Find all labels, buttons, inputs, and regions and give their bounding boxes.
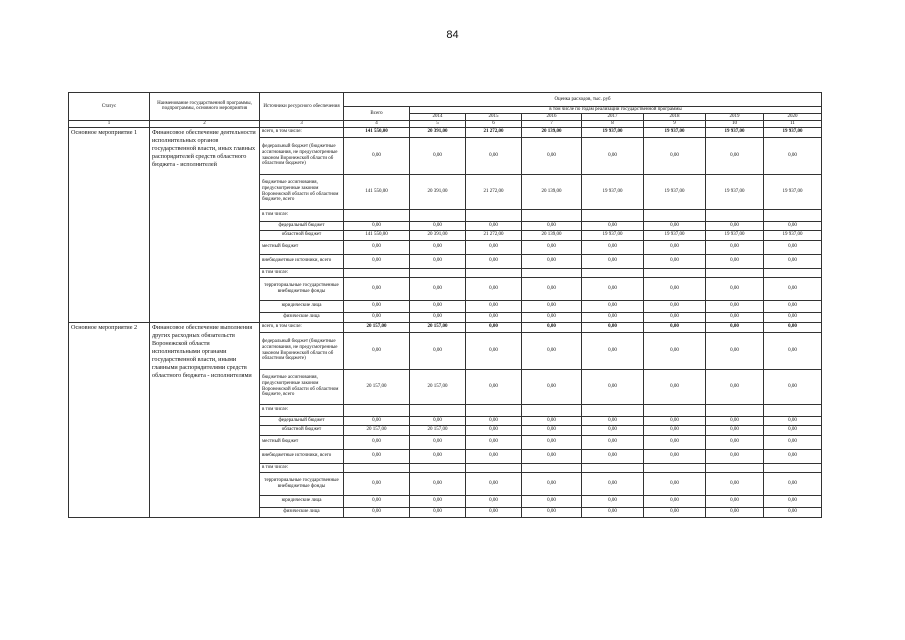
amount-total: 141 550,00	[344, 230, 410, 240]
amount-year: 0,00	[582, 495, 644, 507]
header-source: Источники ресурсного обеспечения	[260, 93, 344, 121]
amount-year: 19 937,00	[582, 127, 644, 137]
amount-year: 19 937,00	[706, 174, 764, 209]
header-year: 2018	[644, 113, 706, 120]
amount-year: 0,00	[764, 332, 822, 369]
amount-year: 0,00	[466, 449, 522, 463]
funding-source: федеральный бюджет	[260, 221, 344, 230]
amount-year: 20 139,00	[522, 127, 582, 137]
amount-year: 0,00	[466, 240, 522, 254]
amount-year: 21 272,00	[466, 127, 522, 137]
amount-year: 0,00	[410, 332, 466, 369]
amount-total: 20 157,00	[344, 369, 410, 404]
amount-year	[706, 404, 764, 416]
amount-year	[466, 209, 522, 221]
amount-year: 0,00	[764, 137, 822, 174]
amount-total: 0,00	[344, 449, 410, 463]
amount-year	[410, 209, 466, 221]
amount-year: 20 391,00	[410, 127, 466, 137]
amount-year: 0,00	[764, 322, 822, 332]
column-number: 7	[522, 120, 582, 127]
amount-year: 0,00	[410, 240, 466, 254]
measure-status: Основное мероприятие 1	[69, 127, 150, 322]
amount-year: 0,00	[706, 435, 764, 449]
amount-year: 0,00	[466, 507, 522, 517]
amount-year: 0,00	[764, 369, 822, 404]
amount-year	[582, 463, 644, 472]
amount-year	[764, 209, 822, 221]
amount-year: 0,00	[582, 332, 644, 369]
amount-year: 0,00	[410, 277, 466, 300]
amount-year: 0,00	[522, 425, 582, 435]
amount-year: 0,00	[644, 369, 706, 404]
amount-year: 0,00	[582, 507, 644, 517]
amount-year: 0,00	[522, 416, 582, 425]
amount-year: 0,00	[764, 472, 822, 495]
amount-year: 0,00	[466, 277, 522, 300]
amount-total	[344, 209, 410, 221]
funding-source: местный бюджет	[260, 435, 344, 449]
funding-source: территориальные государственные внебюджетные фонды	[260, 277, 344, 300]
amount-total: 0,00	[344, 507, 410, 517]
amount-year: 0,00	[466, 322, 522, 332]
amount-year: 0,00	[706, 254, 764, 268]
amount-year	[644, 209, 706, 221]
amount-year: 0,00	[764, 449, 822, 463]
amount-year: 0,00	[582, 300, 644, 312]
amount-total: 0,00	[344, 472, 410, 495]
measure-status: Основное мероприятие 2	[69, 322, 150, 517]
funding-source: местный бюджет	[260, 240, 344, 254]
column-number: 6	[466, 120, 522, 127]
amount-year: 0,00	[764, 507, 822, 517]
funding-source: физические лица	[260, 507, 344, 517]
amount-year	[706, 268, 764, 277]
amount-year: 0,00	[706, 507, 764, 517]
table-header	[69, 93, 822, 128]
amount-year: 0,00	[706, 312, 764, 322]
amount-total: 20 157,00	[344, 322, 410, 332]
header-estimate: Оценка расходов, тыс. руб	[344, 93, 822, 107]
amount-year: 0,00	[706, 332, 764, 369]
amount-year: 0,00	[644, 449, 706, 463]
amount-year	[522, 209, 582, 221]
amount-year	[582, 268, 644, 277]
amount-year	[644, 463, 706, 472]
column-number: 10	[706, 120, 764, 127]
funding-source: в том числе:	[260, 209, 344, 221]
amount-year: 0,00	[644, 425, 706, 435]
amount-year: 0,00	[466, 300, 522, 312]
amount-year: 0,00	[410, 254, 466, 268]
funding-source: внебюджетные источники, всего	[260, 254, 344, 268]
amount-year: 0,00	[706, 300, 764, 312]
column-number: 8	[582, 120, 644, 127]
amount-year: 0,00	[410, 449, 466, 463]
measure-name: Финансовое обеспечение деятельности исполнительных органов государственной власти, иных главных распорядителей средств областного бюджета - исполнителей	[150, 127, 260, 322]
amount-year: 0,00	[522, 332, 582, 369]
amount-year: 0,00	[410, 312, 466, 322]
amount-year: 0,00	[522, 507, 582, 517]
amount-year: 0,00	[466, 425, 522, 435]
amount-year: 0,00	[466, 221, 522, 230]
amount-year: 19 937,00	[644, 230, 706, 240]
column-number: 1	[69, 120, 150, 127]
amount-year: 0,00	[522, 137, 582, 174]
amount-total: 141 550,00	[344, 127, 410, 137]
amount-year: 0,00	[764, 240, 822, 254]
header-year: 2020	[764, 113, 822, 120]
amount-year: 19 937,00	[764, 127, 822, 137]
header-by-years: в том числе по годам реализации государственной программы	[410, 107, 822, 114]
amount-total: 0,00	[344, 137, 410, 174]
funding-source: бюджетные ассигнования, предусмотренные законом Воронежской области об областном бюджете, всего	[260, 369, 344, 404]
header-year: 2016	[522, 113, 582, 120]
amount-year: 0,00	[706, 369, 764, 404]
amount-year: 0,00	[644, 416, 706, 425]
amount-total: 0,00	[344, 277, 410, 300]
amount-total	[344, 404, 410, 416]
funding-source: всего, в том числе:	[260, 127, 344, 137]
amount-year: 0,00	[582, 254, 644, 268]
amount-year: 0,00	[466, 312, 522, 322]
amount-year: 0,00	[466, 435, 522, 449]
amount-year: 0,00	[466, 137, 522, 174]
amount-year: 0,00	[582, 425, 644, 435]
column-number: 3	[260, 120, 344, 127]
amount-year: 0,00	[410, 221, 466, 230]
amount-year: 0,00	[522, 472, 582, 495]
amount-year: 0,00	[644, 435, 706, 449]
amount-year: 0,00	[410, 137, 466, 174]
amount-total: 0,00	[344, 416, 410, 425]
amount-year: 0,00	[644, 254, 706, 268]
amount-year: 0,00	[466, 416, 522, 425]
amount-year: 0,00	[764, 416, 822, 425]
funding-source: федеральный бюджет (бюджетные ассигнования, не предусмотренные законом Воронежской области об областном бюджете)	[260, 137, 344, 174]
amount-year: 0,00	[764, 495, 822, 507]
amount-year: 0,00	[644, 240, 706, 254]
amount-year: 0,00	[582, 137, 644, 174]
amount-year	[522, 404, 582, 416]
header-year: 2017	[582, 113, 644, 120]
amount-year	[764, 268, 822, 277]
amount-year: 0,00	[706, 449, 764, 463]
amount-year	[706, 463, 764, 472]
amount-year	[706, 209, 764, 221]
column-number: 11	[764, 120, 822, 127]
amount-year: 19 937,00	[706, 127, 764, 137]
amount-year: 0,00	[582, 312, 644, 322]
funding-source: территориальные государственные внебюджетные фонды	[260, 472, 344, 495]
header-year: 2015	[466, 113, 522, 120]
amount-year: 0,00	[706, 240, 764, 254]
amount-year: 20 139,00	[522, 174, 582, 209]
amount-year: 0,00	[706, 416, 764, 425]
amount-year: 0,00	[522, 221, 582, 230]
amount-year	[644, 404, 706, 416]
amount-total: 0,00	[344, 332, 410, 369]
amount-year: 0,00	[466, 369, 522, 404]
amount-total: 20 157,00	[344, 425, 410, 435]
amount-year: 19 937,00	[764, 230, 822, 240]
amount-year	[582, 209, 644, 221]
amount-year: 0,00	[706, 277, 764, 300]
amount-year: 0,00	[410, 507, 466, 517]
column-number: 5	[410, 120, 466, 127]
amount-year	[410, 268, 466, 277]
column-number: 4	[344, 120, 410, 127]
amount-year: 0,00	[466, 495, 522, 507]
funding-source: всего, в том числе:	[260, 322, 344, 332]
amount-year	[466, 463, 522, 472]
funding-source: в том числе:	[260, 463, 344, 472]
amount-year: 0,00	[706, 221, 764, 230]
amount-year: 0,00	[522, 435, 582, 449]
amount-year: 19 937,00	[582, 230, 644, 240]
amount-year	[466, 268, 522, 277]
amount-year: 0,00	[410, 472, 466, 495]
amount-year: 0,00	[582, 369, 644, 404]
amount-year: 0,00	[644, 322, 706, 332]
amount-year: 0,00	[764, 277, 822, 300]
table-body	[69, 127, 822, 517]
amount-year	[466, 404, 522, 416]
amount-total: 0,00	[344, 221, 410, 230]
amount-year: 21 272,00	[466, 230, 522, 240]
column-number: 9	[644, 120, 706, 127]
amount-year: 0,00	[582, 322, 644, 332]
amount-year: 0,00	[522, 495, 582, 507]
amount-year: 0,00	[522, 277, 582, 300]
amount-year: 19 937,00	[764, 174, 822, 209]
amount-year: 19 937,00	[582, 174, 644, 209]
amount-year	[522, 268, 582, 277]
table-row	[69, 322, 822, 332]
amount-year: 0,00	[522, 300, 582, 312]
amount-year: 0,00	[522, 322, 582, 332]
amount-year: 0,00	[644, 277, 706, 300]
funding-source: бюджетные ассигнования, предусмотренные законом Воронежской области об областном бюджете, всего	[260, 174, 344, 209]
amount-total	[344, 463, 410, 472]
amount-year: 0,00	[582, 449, 644, 463]
amount-year: 0,00	[764, 300, 822, 312]
amount-total: 0,00	[344, 300, 410, 312]
amount-year: 0,00	[764, 425, 822, 435]
header-name: Наименование государственной программы, подпрограммы, основного мероприятия	[150, 93, 260, 121]
header-status: Статус	[69, 93, 150, 121]
amount-total: 0,00	[344, 435, 410, 449]
amount-year: 20 157,00	[410, 425, 466, 435]
amount-year: 0,00	[582, 277, 644, 300]
funding-source: юридические лица	[260, 300, 344, 312]
amount-year: 0,00	[410, 300, 466, 312]
amount-year: 0,00	[706, 425, 764, 435]
funding-source: физические лица	[260, 312, 344, 322]
amount-year: 19 937,00	[706, 230, 764, 240]
amount-total: 0,00	[344, 312, 410, 322]
amount-year: 20 391,00	[410, 174, 466, 209]
amount-year: 0,00	[582, 472, 644, 495]
amount-year: 20 157,00	[410, 369, 466, 404]
amount-year: 0,00	[644, 332, 706, 369]
amount-year: 0,00	[644, 221, 706, 230]
amount-year: 19 937,00	[644, 127, 706, 137]
amount-year: 0,00	[522, 312, 582, 322]
header-year: 2014	[410, 113, 466, 120]
amount-year: 21 272,00	[466, 174, 522, 209]
amount-year: 0,00	[706, 137, 764, 174]
funding-source: областной бюджет	[260, 230, 344, 240]
amount-year: 0,00	[582, 416, 644, 425]
measure-name: Финансовое обеспечение выполнения других расходных обязательств Воронежской области исполнительными органами государственной власти, иными главными распорядителями средств областного бюджета - исполнителями	[150, 322, 260, 517]
amount-total: 0,00	[344, 254, 410, 268]
amount-year: 0,00	[522, 369, 582, 404]
amount-year: 0,00	[764, 221, 822, 230]
amount-year	[522, 463, 582, 472]
amount-year: 0,00	[522, 254, 582, 268]
amount-year: 0,00	[764, 435, 822, 449]
amount-year: 0,00	[644, 472, 706, 495]
amount-year	[764, 463, 822, 472]
amount-year: 0,00	[410, 435, 466, 449]
amount-year: 0,00	[764, 312, 822, 322]
amount-year: 0,00	[644, 137, 706, 174]
table-row	[69, 127, 822, 137]
amount-year: 0,00	[410, 416, 466, 425]
amount-total: 0,00	[344, 240, 410, 254]
funding-source: областной бюджет	[260, 425, 344, 435]
amount-year: 0,00	[706, 322, 764, 332]
header-year: 2019	[706, 113, 764, 120]
amount-year: 0,00	[644, 495, 706, 507]
amount-year: 0,00	[764, 254, 822, 268]
budget-table	[68, 92, 822, 518]
amount-year: 0,00	[582, 435, 644, 449]
amount-total: 141 550,00	[344, 174, 410, 209]
funding-source: внебюджетные источники, всего	[260, 449, 344, 463]
funding-source: в том числе:	[260, 268, 344, 277]
funding-source: юридические лица	[260, 495, 344, 507]
amount-year: 0,00	[644, 300, 706, 312]
funding-source: в том числе:	[260, 404, 344, 416]
amount-year: 0,00	[706, 495, 764, 507]
amount-year	[764, 404, 822, 416]
amount-year: 0,00	[410, 495, 466, 507]
amount-year: 0,00	[522, 240, 582, 254]
page-number: 84	[446, 29, 459, 41]
amount-year: 19 937,00	[644, 174, 706, 209]
column-number: 2	[150, 120, 260, 127]
funding-source: федеральный бюджет	[260, 416, 344, 425]
amount-year: 0,00	[466, 254, 522, 268]
amount-year: 0,00	[706, 472, 764, 495]
amount-total	[344, 268, 410, 277]
amount-year: 0,00	[582, 240, 644, 254]
amount-year	[410, 404, 466, 416]
amount-year: 0,00	[466, 472, 522, 495]
column-number-row	[69, 120, 822, 127]
amount-year: 0,00	[522, 449, 582, 463]
amount-year	[582, 404, 644, 416]
amount-year: 20 139,00	[522, 230, 582, 240]
amount-year	[644, 268, 706, 277]
amount-year: 0,00	[582, 221, 644, 230]
amount-year	[410, 463, 466, 472]
amount-total: 0,00	[344, 495, 410, 507]
amount-year: 20 157,00	[410, 322, 466, 332]
amount-year: 0,00	[644, 312, 706, 322]
header-total: Всего	[344, 107, 410, 121]
amount-year: 0,00	[466, 332, 522, 369]
funding-source: федеральный бюджет (бюджетные ассигнования, не предусмотренные законом Воронежской области об областном бюджете)	[260, 332, 344, 369]
amount-year: 0,00	[644, 507, 706, 517]
amount-year: 20 391,00	[410, 230, 466, 240]
